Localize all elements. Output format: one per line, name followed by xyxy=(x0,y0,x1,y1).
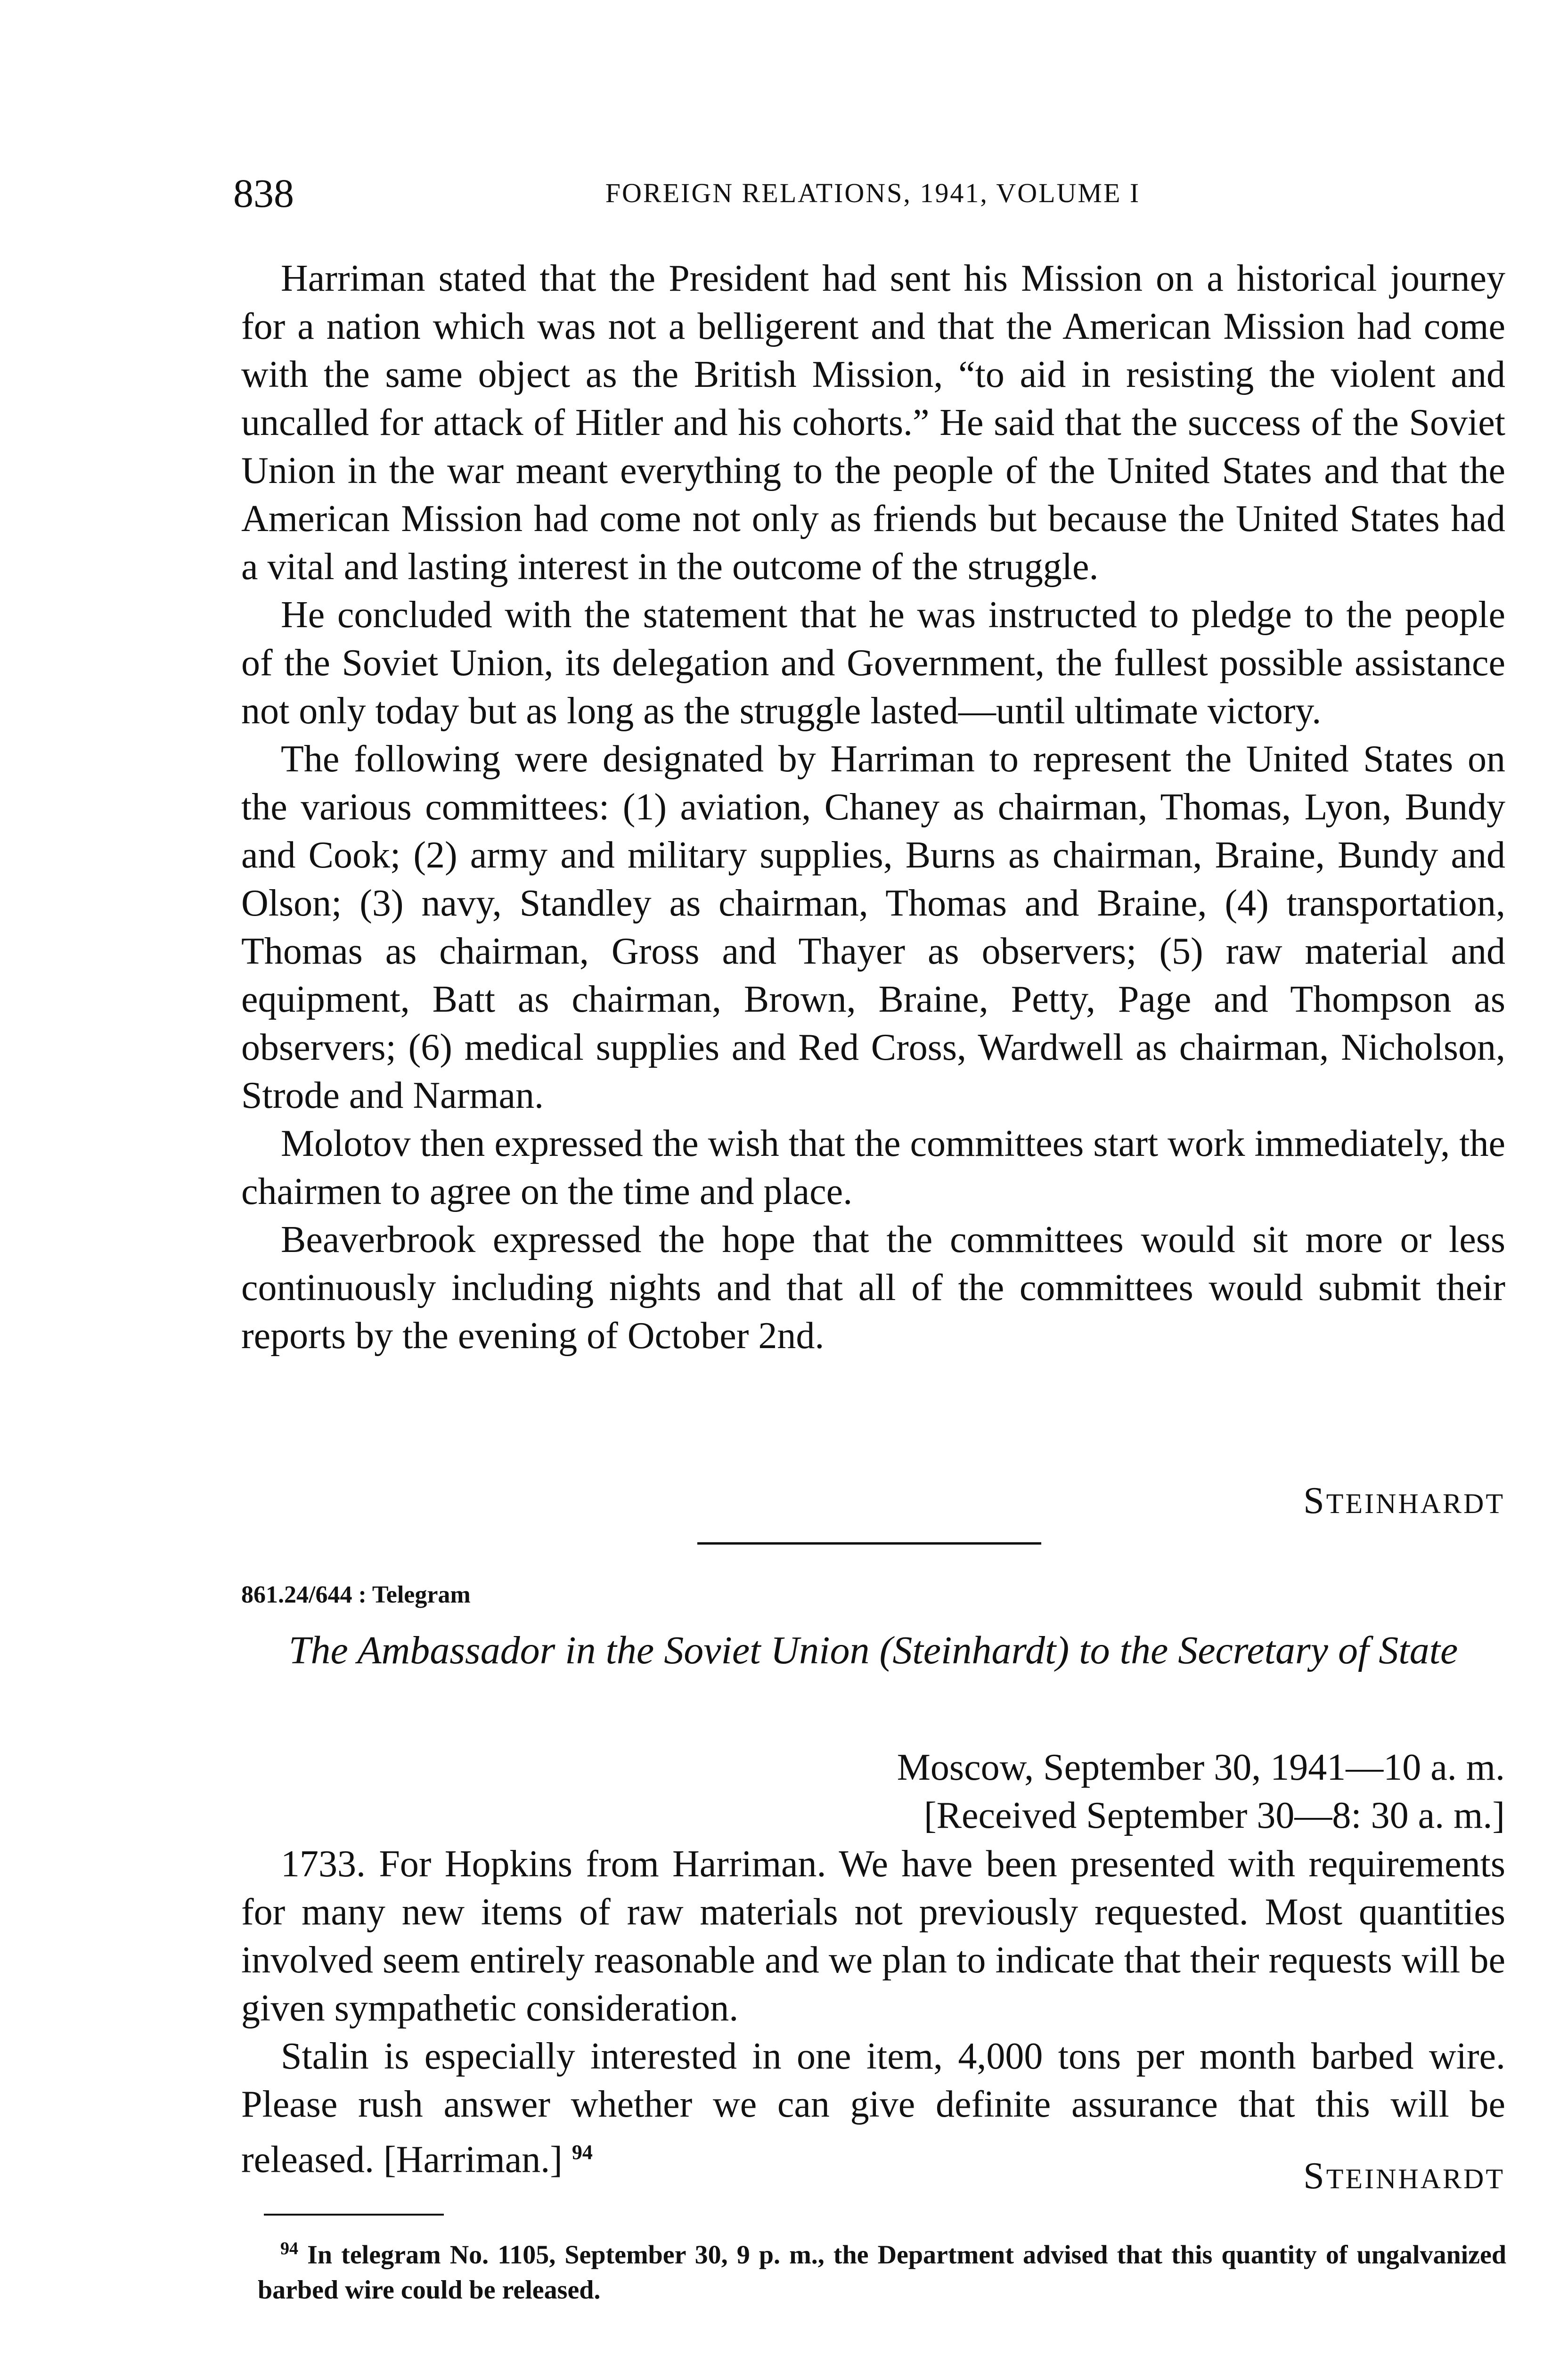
footnote-reference: 94 xyxy=(572,2141,593,2164)
paragraph-stalin-text: Stalin is especially interested in one item, 4,000 tons per month barbed wire. Please rush answer whether we can give definite assurance that this will be released. [Harriman.] xyxy=(241,2036,1505,2181)
signature-steinhardt-2 xyxy=(1303,2157,1505,2198)
signature-steinhardt-1 xyxy=(1303,1482,1505,1522)
paragraph-molotov: Molotov then expressed the wish that the committees start work immediately, the chairmen to agree on the time and place. xyxy=(241,1123,1505,1212)
telegram-body xyxy=(241,1840,1505,2184)
signature-initial: S xyxy=(1303,1480,1326,1522)
footnote xyxy=(258,2231,1506,2307)
paragraph-1733: 1733. For Hopkins from Harriman. We have been presented with requirements for many new items of raw materials not previously requested. Most quantities involved seem entirely reasonable and we plan to indicate that their requests will be given sympathetic consideration. xyxy=(241,1843,1505,2029)
paragraph-pledge: He concluded with the statement that he was instructed to pledge to the people of the Soviet Union, its delegation and Government, the fullest possible assistance not only today but as long as the struggle lasted—until ultimate victory. xyxy=(241,594,1505,732)
footnote-text xyxy=(258,2231,1506,2307)
continued-text xyxy=(241,254,1505,1360)
paragraph-beaverbrook: Beaverbrook expressed the hope that the committees would sit more or less continuously including nights and that all of the committees would submit their reports by the evening of October 2nd. xyxy=(241,1219,1505,1357)
paragraph-harriman-statement: Harriman stated that the President had sent his Mission on a historical journey for a nation which was not a belligerent and that the American Mission had come with the same object as the British Mission, “to aid in resisting the violent and uncalled for attack of Hitler and his cohorts.” He said that the success of the Soviet Union in the war meant everything to the people of the United States and that the American Mission had come not only as friends but because the United States had a vital and lasting interest in the outcome of the struggle. xyxy=(241,258,1505,588)
section-divider xyxy=(697,1542,1041,1545)
signature-initial: S xyxy=(1303,2155,1326,2197)
running-title: FOREIGN RELATIONS, 1941, VOLUME I xyxy=(605,178,1141,208)
footnote-mark: 94 xyxy=(280,2239,298,2258)
dateline-sent: Moscow, September 30, 1941—10 a. m. xyxy=(897,1747,1505,1788)
file-reference: 861.24/644 : Telegram xyxy=(241,1581,471,1608)
dateline xyxy=(897,1743,1505,1840)
signature-rest: TEINHARDT xyxy=(1326,1488,1505,1519)
dateline-received: [Received September 30—8: 30 a. m.] xyxy=(924,1795,1505,1836)
signature-rest: TEINHARDT xyxy=(1326,2163,1505,2194)
page-number: 838 xyxy=(233,171,294,216)
document-title: The Ambassador in the Soviet Union (Steinhardt) to the Secretary of State xyxy=(288,1628,1458,1672)
footnote-body: In telegram No. 1105, September 30, 9 p. m., the Department advised that this quantity of ungalvanized barbed wire could be released. xyxy=(258,2240,1506,2305)
running-head xyxy=(233,165,1512,221)
footnote-divider xyxy=(264,2214,444,2216)
paragraph-committees: The following were designated by Harriman to represent the United States on the various committees: (1) aviation, Chaney as chairman, Thomas, Lyon, Bundy and Cook; (2) army and military supplies, Burns as chairman, Braine, Bundy and Olson; (3) navy, Standley as chairman, Thomas and Braine, (4) transportation, Thomas as chairman, Gross and Thayer as observers; (5) raw material and equipment, Batt as chairman, Brown, Braine, Petty, Page and Thompson as observers; (6) medical supplies and Red Cross, Wardwell as chairman, Nicholson, Strode and Narman. xyxy=(241,738,1505,1116)
